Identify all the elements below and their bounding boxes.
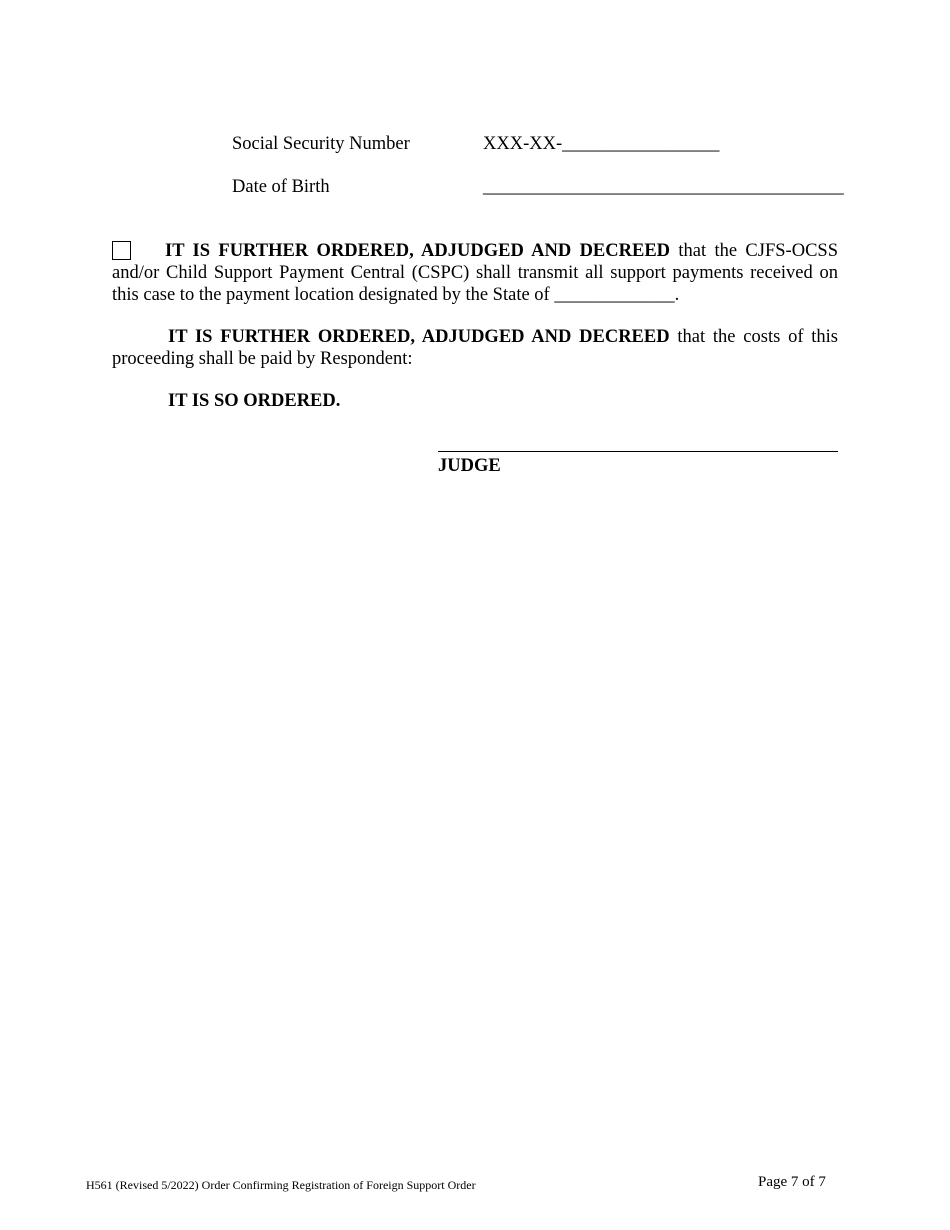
so-ordered: IT IS SO ORDERED. — [168, 391, 341, 411]
costs-lead: IT IS FURTHER ORDERED, ADJUDGED AND DECREED — [168, 327, 670, 347]
judge-label: JUDGE — [438, 456, 501, 476]
transmit-paragraph — [112, 240, 838, 306]
dob-label: Date of Birth — [232, 177, 330, 197]
transmit-text: that the CJFS-OCSS and/or Child Support Payment Central (CSPC) shall transmit all support payments received on this case to the payment location designated by the State of _____________. — [112, 241, 838, 305]
ssn-label: Social Security Number — [232, 134, 410, 154]
page-number: Page 7 of 7 — [758, 1174, 826, 1190]
form-footer: H561 (Revised 5/2022) Order Confirming Registration of Foreign Support Order — [86, 1178, 476, 1192]
costs-text: that the costs of this proceeding shall be paid by Respondent: — [112, 327, 839, 369]
transmit-checkbox[interactable] — [112, 241, 131, 260]
ssn-field[interactable]: XXX-XX-_________________ — [483, 134, 720, 154]
judge-signature-line[interactable] — [438, 451, 838, 452]
costs-paragraph — [112, 326, 838, 370]
transmit-lead: IT IS FURTHER ORDERED, ADJUDGED AND DECREED — [165, 241, 671, 261]
dob-field[interactable]: _______________________________________ — [483, 177, 844, 197]
